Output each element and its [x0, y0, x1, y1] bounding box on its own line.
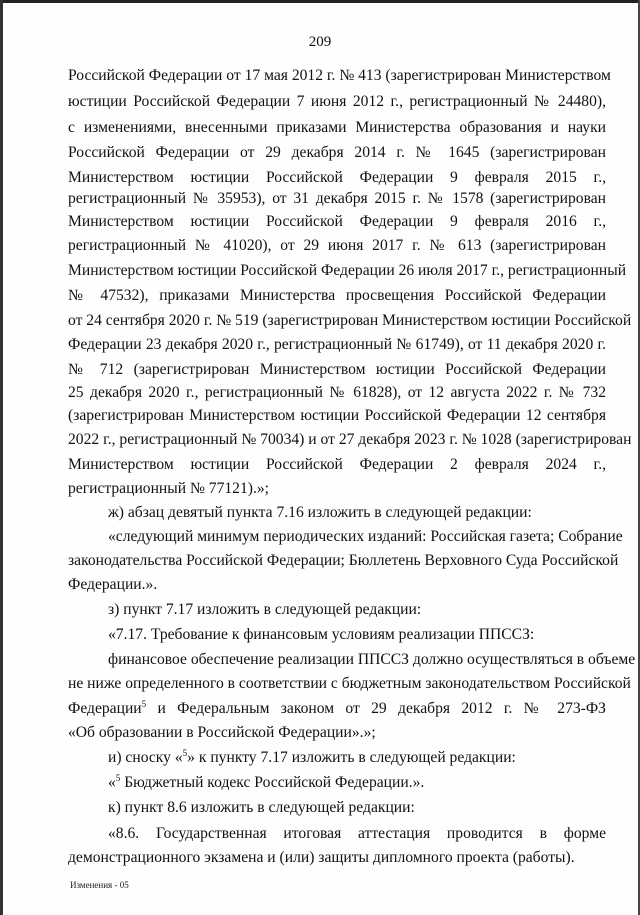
text-line: Российской Федерации от 29 декабря 2014 г. № 1645 (зарегистрирован	[68, 144, 606, 161]
text-line: Министерством юстиции Российской Федерации 9 февраля 2016 г.,	[68, 213, 606, 230]
text-line: «следующий минимум периодических изданий: Российская газета; Собрание	[108, 528, 623, 545]
text-span: Федерации	[68, 700, 142, 717]
text-line: юстиции Российской Федерации 7 июня 2012 г., регистрационный № 24480),	[68, 93, 606, 110]
text-line: 2022 г., регистрационный № 70034) и от 27 декабря 2023 г. № 1028 (зарегистрирован	[68, 431, 632, 448]
text-line: не ниже определенного в соответствии с бюджетным законодательством Российской	[68, 675, 631, 692]
text-line: финансовое обеспечение реализации ППССЗ должно осуществляться в объеме	[108, 651, 636, 668]
text-line: (зарегистрирован Министерством юстиции Российской Федерации 12 сентября	[68, 407, 606, 424]
text-line: 25 декабря 2020 г., регистрационный № 61828), от 12 августа 2022 г. № 732	[68, 384, 606, 401]
text-line: з) пункт 7.17 изложить в следующей редакции:	[108, 601, 422, 618]
text-line: регистрационный № 35953), от 31 декабря 2015 г. № 1578 (зарегистрирован	[68, 190, 606, 207]
scan-edge-top	[0, 0, 640, 3]
text-line: «7.17. Требование к финансовым условиям реализации ППССЗ:	[108, 626, 535, 643]
text-span: и Федеральным законом от 29 декабря 2012 г. № 273-ФЗ	[157, 700, 606, 717]
footnote-mark: 5	[182, 748, 188, 758]
text-line: с изменениями, внесенными приказами Министерства образования и науки	[68, 119, 606, 136]
text-span: и) сноску «	[108, 749, 183, 766]
text-line: Федерации 23 декабря 2020 г., регистрационный № 61749), от 11 декабря 2020 г.	[68, 336, 606, 353]
text-line	[108, 773, 606, 793]
text-line: Российской Федерации от 17 мая 2012 г. № 413 (зарегистрирован Министерством	[68, 67, 611, 84]
text-line	[68, 699, 606, 719]
footnote-mark: 5	[115, 773, 121, 783]
text-line: Министерством юстиции Российской Федерации 9 февраля 2015 г.,	[68, 169, 606, 186]
scan-edge-left	[0, 0, 3, 915]
text-span: » к пункту 7.17 изложить в следующей редакции:	[187, 749, 516, 766]
text-line: от 24 сентября 2020 г. № 519 (зарегистрирован Министерством юстиции Российской	[68, 312, 632, 329]
text-line: № 47532), приказами Министерства просвещения Российской Федерации	[68, 287, 606, 304]
text-line: Министерством юстиции Российской Федерации 26 июля 2017 г., регистрационный	[68, 262, 627, 279]
text-line: ж) абзац девятый пункта 7.16 изложить в следующей редакции:	[108, 504, 532, 521]
text-line	[108, 748, 606, 768]
footer-note: Изменения - 05	[70, 880, 129, 890]
text-line: регистрационный № 77121).»;	[68, 480, 269, 497]
text-span: «	[108, 774, 116, 791]
text-line: законодательства Российской Федерации; Бюллетень Верховного Суда Российской	[68, 552, 619, 569]
text-line: «8.6. Государственная итоговая аттестация проводится в форме	[108, 825, 606, 842]
text-line: Министерством юстиции Российской Федерации 2 февраля 2024 г.,	[68, 456, 606, 473]
text-line: регистрационный № 41020), от 29 июня 2017 г. № 613 (зарегистрирован	[68, 237, 606, 254]
footnote-mark: 5	[141, 699, 147, 709]
text-line: к) пункт 8.6 изложить в следующей редакции:	[108, 799, 415, 816]
text-line: «Об образовании в Российской Федерации».»;	[68, 724, 376, 741]
page-number: 209	[308, 34, 332, 50]
text-line: демонстрационного экзамена и (или) защиты дипломного проекта (работы).	[68, 849, 575, 866]
text-line: Федерации.».	[68, 576, 158, 593]
text-span: Бюджетный кодекс Российской Федерации.».	[120, 774, 425, 791]
text-line: № 712 (зарегистрирован Министерством юстиции Российской Федерации	[68, 361, 606, 378]
